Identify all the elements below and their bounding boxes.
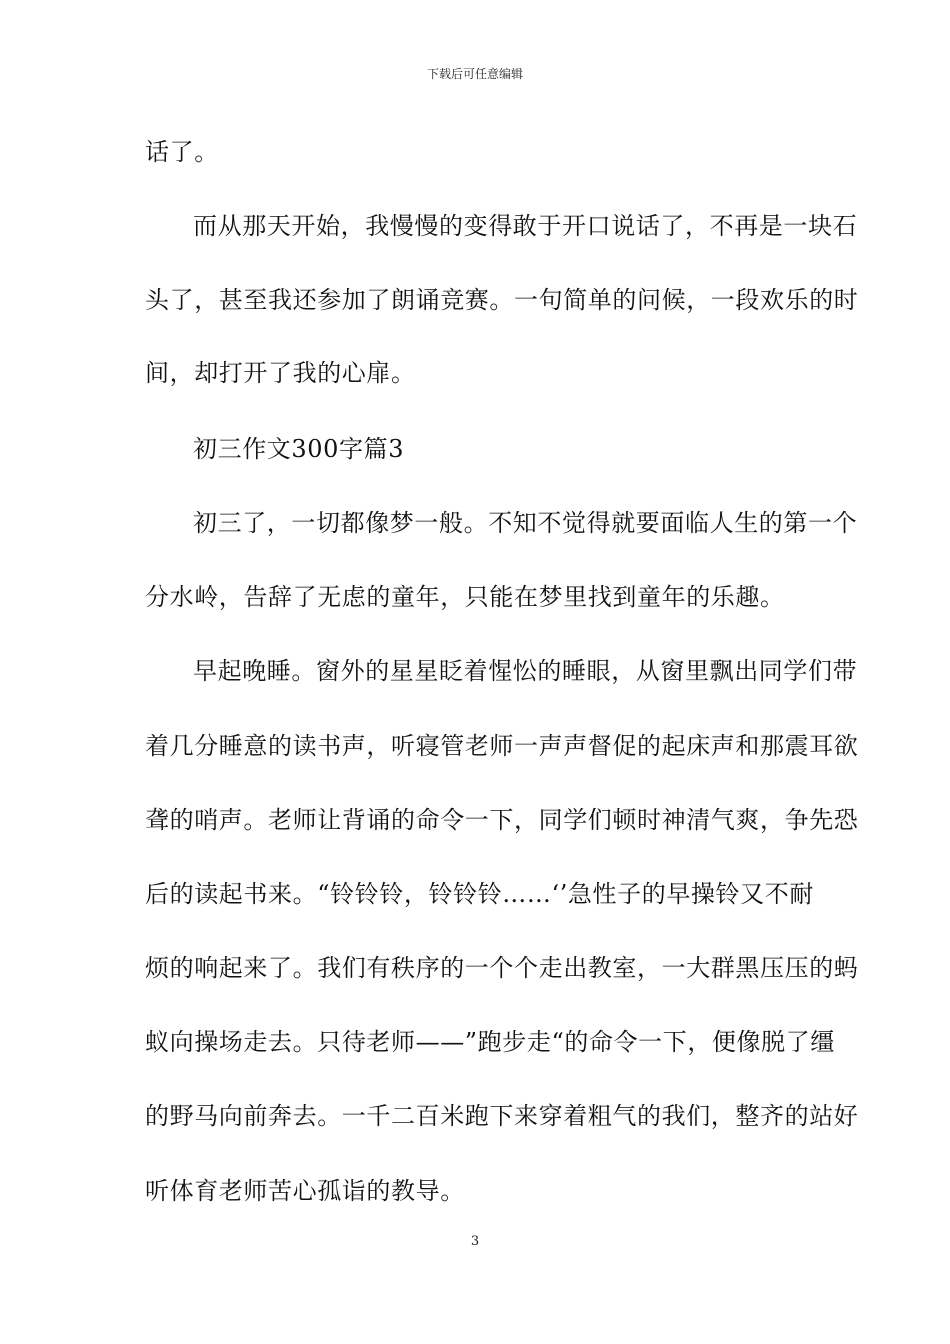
section-heading: 初三作文300字篇3 [193, 435, 405, 463]
text-line: 头了，甚至我还参加了朗诵竞赛。一句简单的问候，一段欢乐的时 [145, 286, 859, 314]
text-line: 后的读起书来。“铃铃铃，铃铃铃……‘’急性子的早操铃又不耐 [145, 880, 814, 908]
text-line: 听体育老师苦心孤诣的教导。 [145, 1177, 465, 1205]
text-line: 分水岭，告辞了无虑的童年，只能在梦里找到童年的乐趣。 [145, 583, 785, 611]
page-header: 下载后可任意编辑 [426, 67, 523, 81]
paragraph-first-line: 初三了，一切都像梦一般。不知不觉得就要面临人生的第一个 [193, 509, 858, 537]
text-line: 间，却打开了我的心扉。 [145, 359, 416, 387]
text-line: 话了。 [145, 138, 219, 166]
text-line: 烦的响起来了。我们有秩序的一个个走出教室，一大群黑压压的蚂 [145, 954, 859, 982]
page-number: 3 [470, 1234, 480, 1249]
text-line: 聋的哨声。老师让背诵的命令一下，同学们顿时神清气爽，争先恐 [145, 806, 859, 834]
text-line: 的野马向前奔去。一千二百米跑下来穿着粗气的我们，整齐的站好 [145, 1102, 859, 1130]
paragraph-first-line: 而从那天开始，我慢慢的变得敢于开口说话了，不再是一块石 [193, 212, 858, 240]
paragraph-first-line: 早起晚睡。窗外的星星眨着惺忪的睡眼，从窗里飘出同学们带 [193, 657, 858, 685]
text-line: 蚁向操场走去。只待老师——”跑步走“的命令一下，便像脱了缰 [145, 1028, 835, 1056]
text-line: 着几分睡意的读书声，听寝管老师一声声督促的起床声和那震耳欲 [145, 732, 859, 760]
